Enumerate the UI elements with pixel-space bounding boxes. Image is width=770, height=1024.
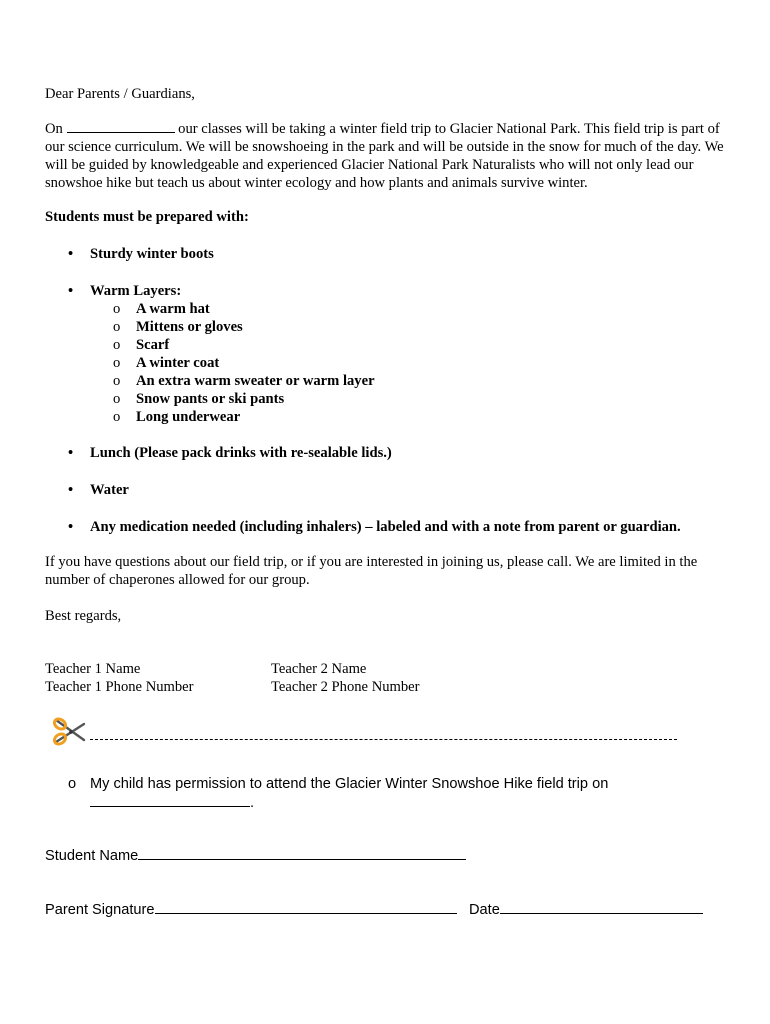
layer-item-sweater: An extra warm sweater or warm layer bbox=[136, 373, 375, 389]
list-item-layers: Warm Layers: bbox=[90, 283, 182, 299]
teacher-1-block bbox=[45, 660, 194, 696]
teacher-2-block bbox=[271, 660, 420, 696]
greeting: Dear Parents / Guardians, bbox=[45, 86, 195, 102]
sub-bullet-marker: o bbox=[113, 373, 121, 389]
sub-bullet-marker: o bbox=[113, 355, 121, 371]
bullet-marker: • bbox=[68, 283, 74, 299]
layer-item-mittens: Mittens or gloves bbox=[136, 319, 243, 335]
list-item-water: Water bbox=[90, 482, 129, 498]
prep-heading: Students must be prepared with: bbox=[45, 209, 249, 225]
list-item-boots: Sturdy winter boots bbox=[90, 246, 214, 262]
list-item-medication: Any medication needed (including inhalers) – labeled and with a note from parent or guardian. bbox=[90, 519, 681, 535]
permission-date-blank[interactable] bbox=[90, 793, 250, 807]
permission-end: . bbox=[250, 795, 255, 811]
sub-bullet-marker: o bbox=[113, 301, 121, 317]
date-field[interactable] bbox=[500, 900, 703, 914]
cut-line bbox=[90, 739, 677, 740]
parent-signature-label: Parent Signature bbox=[45, 902, 155, 918]
bullet-marker: • bbox=[68, 246, 74, 262]
sub-bullet-marker: o bbox=[113, 391, 121, 407]
permission-text: My child has permission to attend the Glacier Winter Snowshoe Hike field trip on bbox=[90, 776, 609, 792]
sub-bullet-marker: o bbox=[113, 409, 121, 425]
scissors-icon bbox=[52, 716, 90, 748]
layer-item-hat: A warm hat bbox=[136, 301, 210, 317]
teacher-2-name: Teacher 2 Name bbox=[271, 661, 367, 677]
student-name-line bbox=[45, 846, 466, 865]
bullet-marker: • bbox=[68, 482, 74, 498]
layer-item-scarf: Scarf bbox=[136, 337, 170, 353]
permission-statement bbox=[90, 775, 730, 812]
teacher-2-phone: Teacher 2 Phone Number bbox=[271, 679, 420, 695]
list-item-lunch: Lunch (Please pack drinks with re-sealable lids.) bbox=[90, 445, 392, 461]
trip-date-blank[interactable] bbox=[67, 119, 175, 133]
intro-on: On bbox=[45, 121, 63, 137]
parent-signature-line bbox=[45, 900, 457, 919]
teacher-1-phone: Teacher 1 Phone Number bbox=[45, 679, 194, 695]
regards: Best regards, bbox=[45, 608, 122, 624]
layer-item-underwear: Long underwear bbox=[136, 409, 241, 425]
student-name-label: Student Name bbox=[45, 848, 139, 864]
student-name-field[interactable] bbox=[138, 846, 466, 860]
parent-signature-field[interactable] bbox=[155, 900, 457, 914]
layer-item-snow-pants: Snow pants or ski pants bbox=[136, 391, 285, 407]
permission-checkbox-marker[interactable]: o bbox=[68, 776, 77, 792]
layer-item-coat: A winter coat bbox=[136, 355, 220, 371]
date-line bbox=[469, 900, 703, 919]
bullet-marker: • bbox=[68, 519, 74, 535]
intro-paragraph bbox=[45, 119, 730, 192]
bullet-marker: • bbox=[68, 445, 74, 461]
date-label: Date bbox=[469, 902, 500, 918]
teacher-1-name: Teacher 1 Name bbox=[45, 661, 141, 677]
sub-bullet-marker: o bbox=[113, 337, 121, 353]
closing-paragraph: If you have questions about our field trip, or if you are interested in joining us, please call. We are limited in the number of chaperones allowed for our group. bbox=[45, 554, 698, 588]
sub-bullet-marker: o bbox=[113, 319, 121, 335]
intro-text: our classes will be taking a winter field trip to Glacier National Park. This field trip is part of our science curriculum. We will be snowshoeing in the park and will be outside in the snow for much of the day. We will be guided by knowledgeable and experienced Glacier National Park Naturalists who will not only lead our snowshoe hike but teach us about winter ecology and how plants and animals survive winter. bbox=[45, 121, 724, 191]
